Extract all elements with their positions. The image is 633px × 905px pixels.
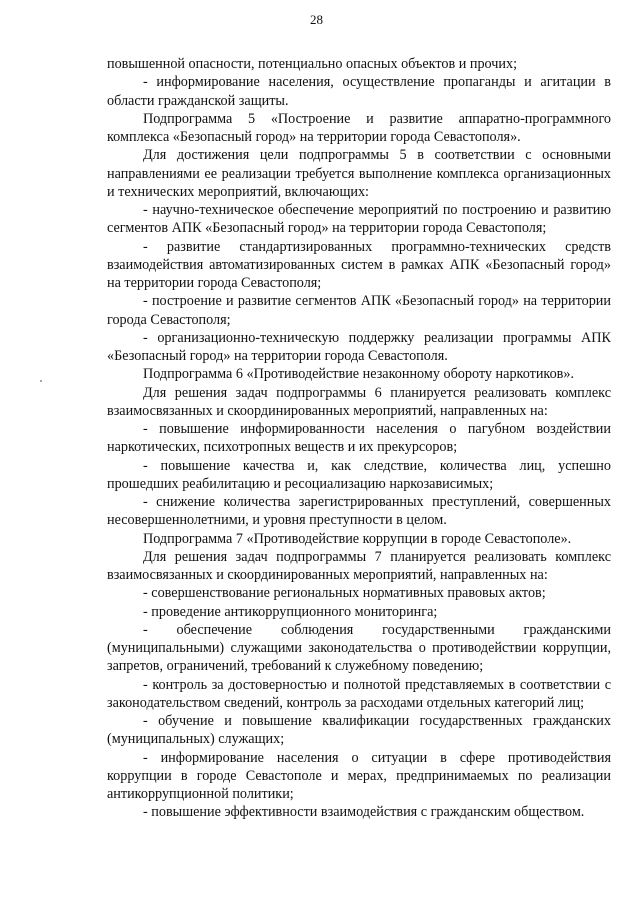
body-paragraph: - обеспечение соблюдения государственными гражданскими (муниципальными) служащими законодательства о противодействии коррупции, запретов, ограничений, требований к служебному поведению;: [107, 621, 611, 675]
body-paragraph: Для решения задач подпрограммы 6 планируется реализовать комплекс взаимосвязанных и скоординированных мероприятий, направленных на:: [107, 384, 611, 419]
body-paragraph: - контроль за достоверностью и полнотой представляемых в соответствии с законодательством сведений, контроль за расходами отдельных категорий лиц;: [107, 676, 611, 711]
body-paragraph: - информирование населения о ситуации в сфере противодействия коррупции в городе Севастополе и мерах, предпринимаемых по реализации антикоррупционной политики;: [107, 749, 611, 802]
body-paragraph: - построение и развитие сегментов АПК «Безопасный город» на территории города Севастополя;: [107, 293, 611, 328]
body-paragraph: Подпрограмма 5 «Построение и развитие аппаратно-программного комплекса «Безопасный город» на территории города Севастополя».: [107, 110, 611, 145]
body-paragraph: - развитие стандартизированных программно-технических средств взаимодействия автоматизированных систем в рамках АПК «Безопасный город» на территории города Севастополя;: [107, 238, 611, 291]
body-paragraph: - научно-техническое обеспечение мероприятий по построению и развитию сегментов АПК «Безопасный город» на территории города Севастополя;: [107, 202, 611, 237]
body-paragraph: - повышение эффективности взаимодействия с гражданским обществом.: [143, 804, 585, 821]
scan-speck: [40, 380, 42, 382]
body-paragraph: Подпрограмма 6 «Противодействие незаконному обороту наркотиков».: [143, 366, 575, 383]
body-paragraph: - информирование населения, осуществление пропаганды и агитации в области гражданской защиты.: [107, 74, 611, 109]
body-paragraph: - организационно-техническую поддержку реализации программы АПК «Безопасный город» на территории города Севастополя.: [107, 329, 611, 364]
body-paragraph: Подпрограмма 7 «Противодействие коррупции в городе Севастополе».: [143, 530, 572, 547]
body-paragraph: - обучение и повышение квалификации государственных гражданских (муниципальных) служащих;: [107, 713, 611, 748]
body-paragraph: Для достижения цели подпрограммы 5 в соответствии с основными направлениями ее реализации требуется выполнение комплекса организационных и технических мероприятий, включающих:: [107, 147, 611, 200]
body-paragraph: - повышение качества и, как следствие, количества лиц, успешно прошедших реабилитацию и ресоциализацию наркозависимых;: [107, 457, 611, 492]
page-number: 28: [310, 12, 323, 27]
body-paragraph: - совершенствование региональных нормативных правовых актов;: [143, 585, 546, 602]
document-body: [107, 55, 611, 822]
body-paragraph: - проведение антикоррупционного мониторинга;: [143, 603, 438, 620]
body-paragraph: повышенной опасности, потенциально опасных объектов и прочих;: [107, 56, 518, 72]
body-paragraph: - повышение информированности населения о пагубном воздействии наркотических, психотропных веществ и их прекурсоров;: [107, 421, 611, 456]
body-paragraph: Для решения задач подпрограммы 7 планируется реализовать комплекс взаимосвязанных и скоординированных мероприятий, направленных на:: [107, 548, 611, 583]
body-paragraph: - снижение количества зарегистрированных преступлений, совершенных несовершеннолетними, и уровня преступности в целом.: [107, 494, 611, 529]
